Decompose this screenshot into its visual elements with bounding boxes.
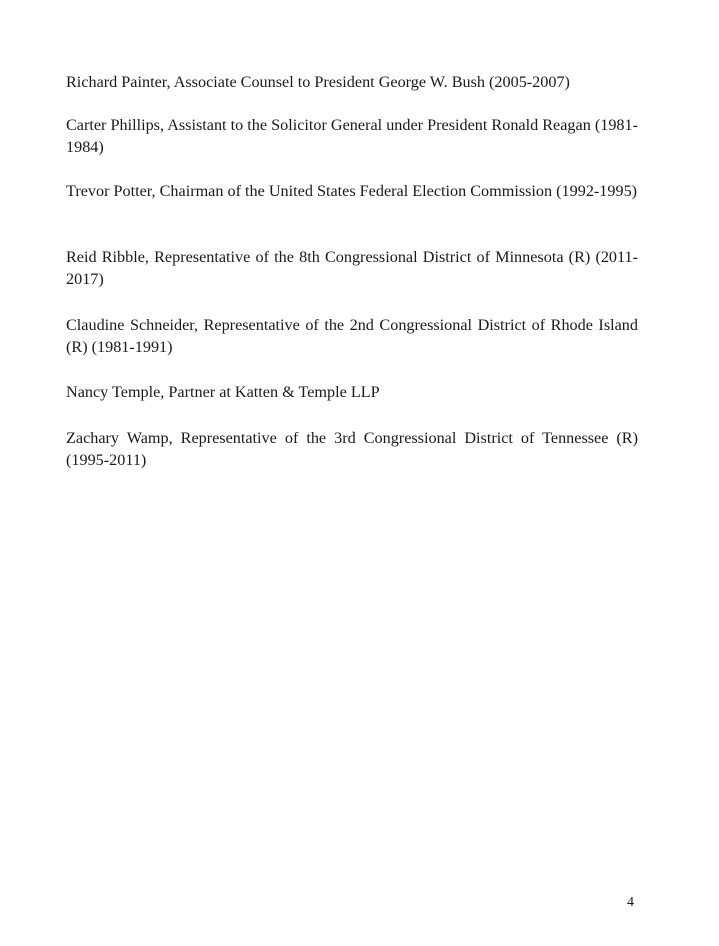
signatory-entry: Richard Painter, Associate Counsel to President George W. Bush (2005-2007) bbox=[66, 73, 570, 91]
signatory-entry: Trevor Potter, Chairman of the United States Federal Election Commission (1992-1995) bbox=[66, 182, 638, 200]
signatory-entry: Carter Phillips, Assistant to the Solicitor General under President Ronald Reagan (1981-1984) bbox=[66, 116, 638, 156]
signatory-entry: Zachary Wamp, Representative of the 3rd Congressional District of Tennessee (R) (1995-2011) bbox=[66, 429, 638, 469]
signatory-entry: Reid Ribble, Representative of the 8th Congressional District of Minnesota (R) (2011-2017) bbox=[66, 248, 638, 288]
signatory-entry: Nancy Temple, Partner at Katten & Temple LLP bbox=[66, 383, 380, 401]
page-number: 4 bbox=[627, 895, 634, 910]
signatory-entry: Claudine Schneider, Representative of the 2nd Congressional District of Rhode Island (R) (1981-1991) bbox=[66, 316, 638, 356]
